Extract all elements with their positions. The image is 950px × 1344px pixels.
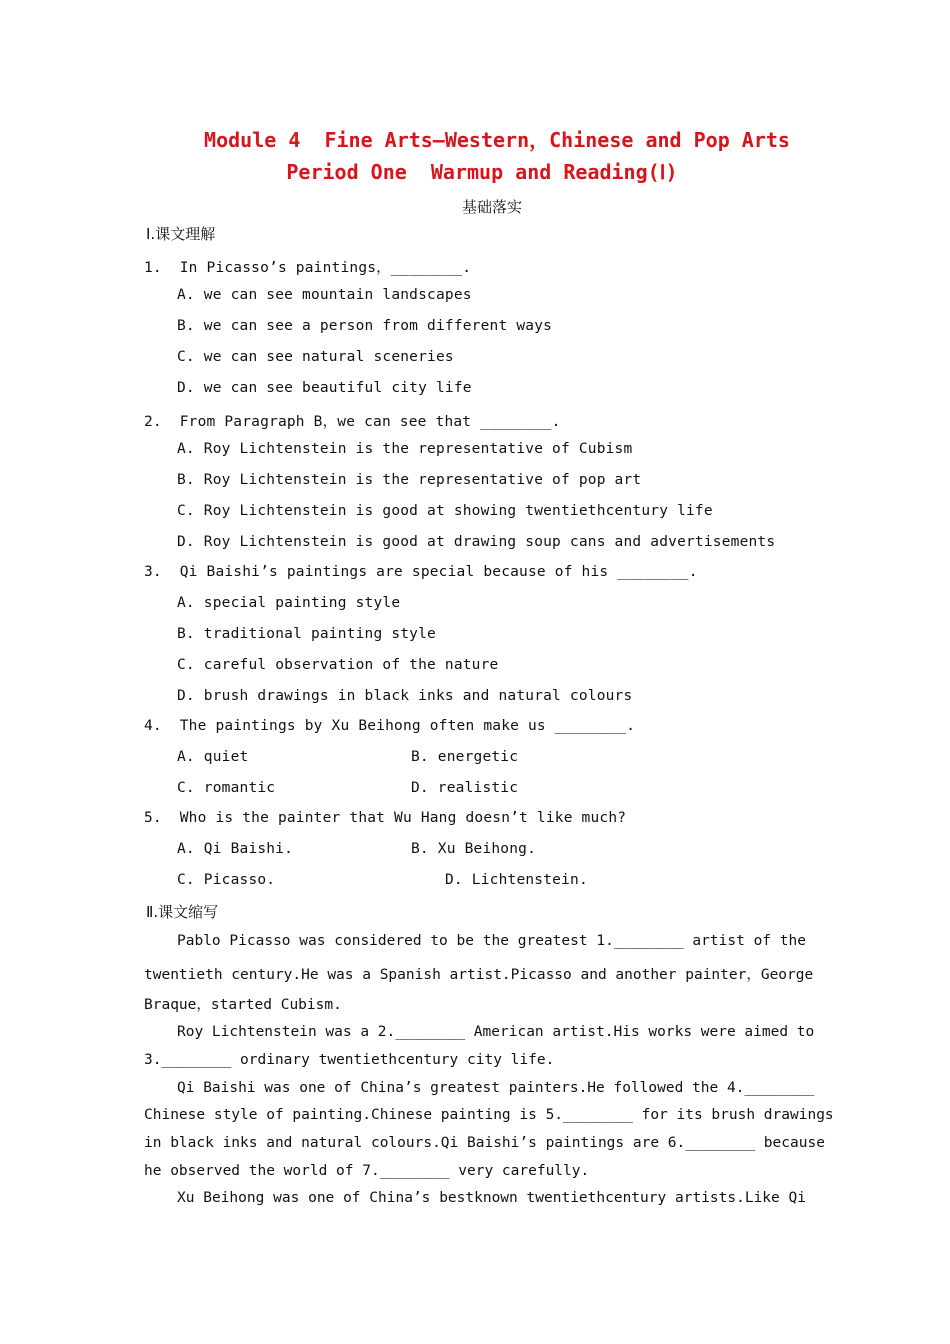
question-5-option-c: C. Picasso. <box>177 872 276 888</box>
question-2-option-a: A. Roy Lichtenstein is the representative of Cubism <box>177 441 633 457</box>
question-3-option-b: B. traditional painting style <box>177 626 436 642</box>
section-heading-reading-comprehension: Ⅰ.课文理解 <box>146 225 216 243</box>
section-heading-summary: Ⅱ.课文缩写 <box>146 903 219 921</box>
summary-line-7: Chinese style of painting.Chinese painting is 5.________ for its brush drawings <box>144 1107 834 1123</box>
question-3-stem: 3. Qi Baishi’s paintings are special because of his ________. <box>144 564 698 580</box>
summary-line-5: 3.________ ordinary twentiethcentury city life. <box>144 1052 555 1068</box>
question-2-stem: 2. From Paragraph B，we can see that ________. <box>144 414 561 430</box>
summary-line-1: Pablo Picasso was considered to be the greatest 1.________ artist of the <box>177 933 806 949</box>
question-2-option-d: D. Roy Lichtenstein is good at drawing soup cans and advertisements <box>177 534 776 550</box>
question-2-option-c: C. Roy Lichtenstein is good at showing twentiethcentury life <box>177 503 713 519</box>
summary-line-3: Braque，started Cubism. <box>144 997 342 1013</box>
question-4-option-c: C. romantic <box>177 780 276 796</box>
period-title: Period One Warmup and Reading(Ⅰ) <box>286 160 678 184</box>
question-5-option-b: B. Xu Beihong. <box>411 841 537 857</box>
summary-line-9: he observed the world of 7.________ very carefully. <box>144 1163 590 1179</box>
question-3-option-a: A. special painting style <box>177 595 401 611</box>
question-2-option-b: B. Roy Lichtenstein is the representative of pop art <box>177 472 642 488</box>
question-1-option-d: D. we can see beautiful city life <box>177 380 472 396</box>
question-4-stem: 4. The paintings by Xu Beihong often make us ________. <box>144 718 636 734</box>
question-5-option-a: A. Qi Baishi. <box>177 841 294 857</box>
question-5-option-d: D. Lichtenstein. <box>445 872 588 888</box>
summary-line-6: Qi Baishi was one of China’s greatest painters.He followed the 4.________ <box>177 1080 815 1096</box>
question-1-stem: 1. In Picasso’s paintings，________. <box>144 260 472 276</box>
section-subtitle: 基础落实 <box>461 198 522 216</box>
question-1-option-b: B. we can see a person from different ways <box>177 318 553 334</box>
summary-line-8: in black inks and natural colours.Qi Baishi’s paintings are 6.________ because <box>144 1135 825 1151</box>
question-4-option-d: D. realistic <box>411 780 519 796</box>
question-4-option-a: A. quiet <box>177 749 249 765</box>
question-5-stem: 5. Who is the painter that Wu Hang doesn’t like much? <box>144 810 627 826</box>
summary-line-4: Roy Lichtenstein was a 2.________ American artist.His works were aimed to <box>177 1024 815 1040</box>
summary-line-10: Xu Beihong was one of China’s bestknown twentiethcentury artists.Like Qi <box>177 1190 806 1206</box>
question-1-option-c: C. we can see natural sceneries <box>177 349 454 365</box>
document-title: Module 4 Fine Arts—Western，Chinese and Pop Arts <box>204 128 790 152</box>
summary-line-2: twentieth century.He was a Spanish artist.Picasso and another painter，George <box>144 967 814 983</box>
question-1-option-a: A. we can see mountain landscapes <box>177 287 472 303</box>
question-4-option-b: B. energetic <box>411 749 519 765</box>
question-3-option-d: D. brush drawings in black inks and natural colours <box>177 688 633 704</box>
question-3-option-c: C. careful observation of the nature <box>177 657 499 673</box>
